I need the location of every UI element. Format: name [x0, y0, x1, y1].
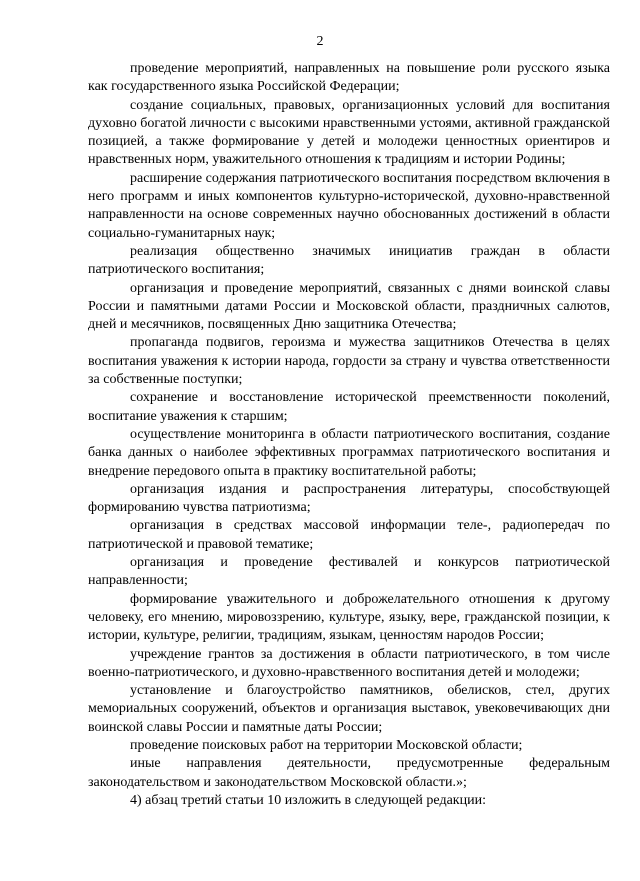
- paragraph: иные направления деятельности, предусмотренные федеральным законодательством и законодательством Московской области.»;: [88, 756, 610, 790]
- paragraph: формирование уважительного и доброжелательного отношения к другому человеку, его мнению, мировоззрению, культуре, языку, вере, гражданской позиции, к истории, культуре, религии, традициям, языкам, ценностям народов России;: [88, 591, 610, 644]
- paragraph: организация и проведение мероприятий, связанных с днями воинской славы России и памятными датами России и Московской области, праздничных салютов, дней и месячников, посвященных Дню защитника Отечества;: [88, 280, 610, 333]
- paragraph: проведение поисковых работ на территории Московской области;: [130, 737, 523, 753]
- page-number: 2: [316, 34, 324, 49]
- paragraph: проведение мероприятий, направленных на повышение роли русского языка как государственного языка Российской Федерации;: [88, 61, 610, 95]
- paragraph: организация издания и распространения литературы, способствующей формированию чувства патриотизма;: [88, 481, 610, 516]
- paragraph: организация в средствах массовой информации теле-, радиопередач по патриотической и правовой тематике;: [88, 518, 610, 552]
- paragraph: создание социальных, правовых, организационных условий для воспитания духовно богатой личности с высокими нравственными устоями, активной гражданской позицией, а также формирование у детей и молодежи ценностных ориентиров и нравственных норм, уважительного отношения к традициям и истории Родины;: [88, 97, 610, 168]
- paragraph: установление и благоустройство памятников, обелисков, стел, других мемориальных сооружений, объектов и организация выставок, увековечивающих дни воинской славы России и памятные даты России;: [88, 683, 610, 735]
- document-body: [88, 60, 610, 810]
- paragraph: сохранение и восстановление исторической преемственности поколений, воспитание уважения к старшим;: [88, 390, 610, 424]
- paragraph: учреждение грантов за достижения в области патриотического, в том числе военно-патриотического, и духовно-нравственного воспитания детей и молодежи;: [88, 646, 610, 680]
- paragraph: расширение содержания патриотического воспитания посредством включения в него программ и иных компонентов культурно-исторической, духовно-нравственной направленности на основе современных научно обоснованных достижений в области социально-гуманитарных наук;: [88, 170, 610, 241]
- paragraph: организация и проведение фестивалей и конкурсов патриотической направленности;: [88, 555, 610, 589]
- paragraph: осуществление мониторинга в области патриотического воспитания, создание банка данных о наиболее эффективных программах патриотического воспитания и внедрение передового опыта в практику воспитательной работы;: [88, 426, 610, 479]
- paragraph: пропаганда подвигов, героизма и мужества защитников Отечества в целях воспитания уважения к истории народа, гордости за страну и чувства ответственности за собственные поступки;: [88, 335, 610, 388]
- paragraph: 4) абзац третий статьи 10 изложить в следующей редакции:: [130, 792, 486, 808]
- paragraph: реализация общественно значимых инициатив граждан в области патриотического воспитания;: [88, 243, 610, 278]
